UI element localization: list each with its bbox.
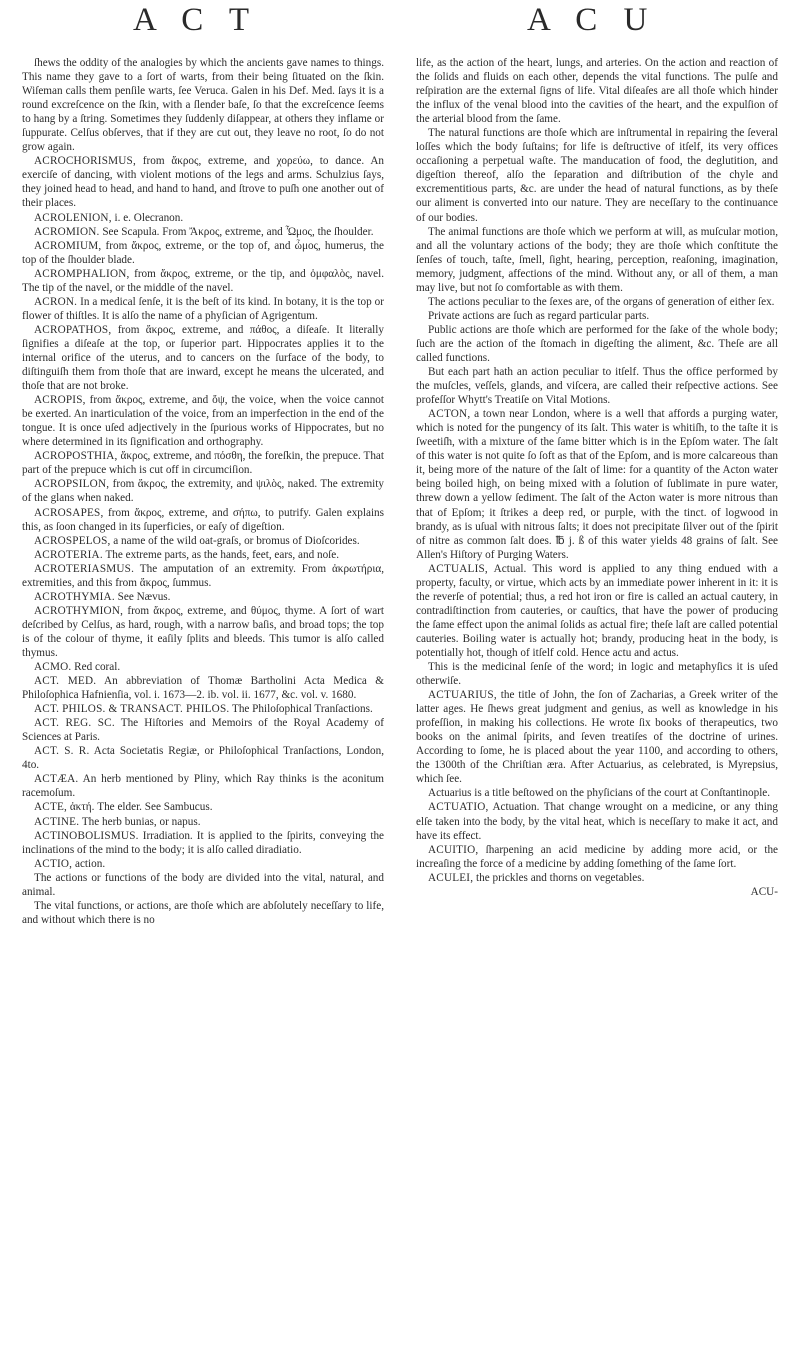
dictionary-entry [22, 295, 384, 323]
entry-text: The animal functions are thoſe which we perform at will, as muſcular motion, and all the voluntary actions of the body; they are thoſe which conſtitute the ſenſes of touch, taſte, ſmell, ſight, hearing, perception, reaſoning, imagination, memory, judgment, affections of the mind. Without any, or all of them, a man may live, but not ſo comfortable as with them. [416, 225, 778, 294]
dictionary-entry [416, 562, 778, 660]
entry-text: The Hiſtories and Memoirs of the Royal Academy of Sciences at Paris. [22, 717, 384, 744]
catchword: ACU- [750, 885, 778, 898]
entry-headword: ACRON. [34, 295, 78, 308]
entry-text: from ἄκρος, extreme, and θύμος, thyme. A ſort of wart deſcribed by Celſus, as hard, rough, with a narrow baſis, and broad tops; the top is of the colour of thyme, it eaſily ſplits and bleeds. This tumor is alſo called thymus. [22, 604, 384, 659]
dictionary-entry [22, 225, 384, 239]
dictionary-entry [416, 660, 778, 688]
dictionary-entry [22, 590, 384, 604]
dictionary-entry [416, 309, 778, 323]
entry-text: from ἄκρος, extreme, or the top of, and ὦμος, humerus, the top of the ſhoulder blade. [22, 239, 384, 266]
entry-headword: ACT. REG. SC. [34, 717, 115, 730]
running-head [0, 0, 801, 52]
entry-text: ſhews the oddity of the analogies by which the ancients gave names to things. This name they gave to a ſort of warts, from their being ſituated on the ſkin. Wiſeman calls them penſile warts, ſee Veruca. Galen in his Def. Med. ſays it is a round excreſcence on the ſkin, with a ſlender baſe, ſo that the excreſcence ſeems to hang by a ſtring. Sometimes they ſuddenly diſappear, at others they inflame or ſuppurate. Celſus obſerves, that if they are cut out, they leave no root, ſo do not grow again. [22, 57, 384, 154]
dictionary-entry [22, 534, 384, 548]
dictionary-entry [22, 393, 384, 449]
dictionary-entry [416, 126, 778, 224]
entry-text: i. e. Olecranon. [114, 211, 184, 224]
dictionary-entry [22, 562, 384, 590]
dictionary-entry [416, 365, 778, 407]
dictionary-entry [22, 56, 384, 154]
entry-text: from ἄκρος, extreme, and ὄψ, the voice, when the voice cannot be exerted. An inarticulation of the voice, from an imperfection in the end of the tongue. It is once uſed adjectively in the ſpurious works of Hippocrates, but no where determined in its ſignification and orthography. [22, 394, 384, 449]
entry-text: life, as the action of the heart, lungs, and arteries. On the action and reaction of the ſolids and fluids on each other, depends the vital functions. The pulſe and reſpiration are the external ſigns of life. Vital diſeaſes are all thoſe which hinder the influx of the venal blood into the cavities of the heart, and the expulſion of the arterial blood from the ſame. [416, 57, 778, 126]
dictionary-entry [416, 786, 778, 800]
entry-text: Private actions are ſuch as regard particular parts. [428, 309, 650, 322]
entry-headword: ACTÆA. [34, 773, 79, 786]
dictionary-entry [22, 857, 384, 871]
right-column [416, 56, 778, 1338]
entry-text: from ἄκρος, extreme, or the tip, and ὀμφαλὸς, navel. The tip of the navel, or the middle of the navel. [22, 267, 384, 294]
left-column [22, 56, 384, 1338]
entry-headword: ACROLENION, [34, 211, 112, 224]
entry-text: See Nævus. [117, 590, 171, 603]
entry-headword: ACROPIS, [34, 394, 86, 407]
entry-text: Public actions are thoſe which are performed for the ſake of the whole body; ſuch are the action of the ſtomach in digeſting the aliment, &c. Theſe are all called functions. [416, 323, 778, 364]
entry-text: The actions or functions of the body are divided into the vital, natural, and animal. [22, 871, 384, 898]
entry-headword: ACROTERIA. [34, 548, 103, 561]
dictionary-entry [416, 871, 778, 885]
dictionary-entry [22, 506, 384, 534]
dictionary-entry [22, 548, 384, 562]
entry-text: ἄκρος, extreme, and πόσθη, the foreſkin, the prepuce. That part of the prepuce which is cut off in circumciſion. [22, 450, 384, 477]
entry-text: from ἄκρος, the extremity, and ψιλὸς, naked. The extremity of the glans when naked. [22, 478, 384, 505]
dictionary-entry [416, 56, 778, 126]
dictionary-entry [22, 702, 384, 716]
entry-text: The Philoſophical Tranſactions. [231, 703, 373, 716]
entry-text: the prickles and thorns on vegetables. [476, 871, 645, 884]
entry-text: An herb mentioned by Pliny, which Ray thinks is the aconitum racemoſum. [22, 773, 384, 800]
entry-headword: ACTUALIS, [428, 562, 488, 575]
entry-headword: ACROCHORISMUS, [34, 155, 136, 168]
entry-text: Actual. This word is applied to any thing endued with a property, faculty, or virtue, which acts by an immediate power inherent in it: it is the reverſe of potential; thus, a red hot iron or fire is called an actual cautery, in contradiſtinction from cauteries, or cauſtics, that have the power of producing the ſame effect upon the animal ſolids as actual fire; theſe laſt are called potential cauteries. Boiling water is actually hot; brandy, producing heat in the body, is potentially hot, though of itſelf cold. Hence actu and actus. [416, 562, 778, 659]
entry-headword: ACROMIUM, [34, 239, 102, 252]
entry-text: Actuarius is a title beſtowed on the phyſicians of the court at Conſtantinople. [428, 787, 771, 800]
entry-headword: ACTUATIO, [428, 801, 489, 814]
dictionary-entry [416, 688, 778, 786]
entry-text: Actuation. That change wrought on a medicine, or any thing elſe taken into the body, by the vital heat, which is neceſſary to make it act, and have its effect. [416, 801, 778, 842]
dictionary-entry [22, 899, 384, 927]
dictionary-entry [22, 449, 384, 477]
entry-headword: ACUITIO, [428, 843, 479, 856]
entry-text: from ἄκρος, extreme, and πάθος, a diſeaſe. It literally ſignifies a diſeaſe at the top, or ſuperior part. Hippocrates applies it to the internal orifice of the uterus, and to cancers on the ſurface of the body, to diſtinguiſh them from thoſe that are inward, except he means the ulcerated, and thoſe that are not broke. [22, 323, 384, 393]
dictionary-entry [22, 744, 384, 772]
dictionary-entry [22, 660, 384, 674]
entry-headword: ACROTHYMION, [34, 604, 124, 617]
dictionary-entry [22, 674, 384, 702]
entry-text: The extreme parts, as the hands, feet, ears, and noſe. [105, 548, 340, 561]
entry-text: the title of John, the ſon of Zacharias, a Greek writer of the latter ages. He ſhews great judgment and genius, as well as knowledge in his profeſſion, in making his collections. He wrote ſix books of therapeutics, two books on the animal ſpirits, and ſeven treatiſes of the doctrine of urines. According to ſome, he is placed about the year 1100, and according to others, the 1300th of the Chriſtian æra. After Actuarius, as celebrated, is Myrepsius, which ſee. [416, 689, 778, 786]
entry-headword: ACULEI, [428, 871, 474, 884]
entry-text: from ἄκρος, extreme, and χορεύω, to dance. An exerciſe of dancing, with violent motions of the legs and arms. Schulzius ſays, they joined head to head, and hand to hand, and ſtrove to puſh one another out of their places. [22, 155, 384, 210]
entry-headword: ACT. PHILOS. & TRANSACT. PHILOS. [34, 703, 230, 716]
entry-headword: ACROPATHOS, [34, 323, 112, 336]
entry-text: ἀκτή. The elder. See Sambucus. [69, 801, 213, 814]
dictionary-entry [416, 800, 778, 842]
dictionary-entry [22, 211, 384, 225]
dictionary-entry [22, 829, 384, 857]
entry-headword: ACROSAPES, [34, 506, 104, 519]
dictionary-entry [22, 604, 384, 660]
running-head-left: A C T [133, 2, 259, 38]
entry-headword: ACROTERIASMUS. [34, 562, 135, 575]
entry-headword: ACMO. [34, 661, 72, 674]
entry-text: Acta Societatis Regiæ, or Philoſophical Tranſactions, London, 4to. [22, 745, 384, 772]
entry-text: Red coral. [74, 661, 121, 674]
entry-text: action. [74, 857, 106, 870]
entry-headword: ACTE, [34, 801, 68, 814]
entry-headword: ACT. MED. [34, 675, 97, 688]
dictionary-entry [22, 800, 384, 814]
entry-headword: ACT. S. R. [34, 745, 90, 758]
entry-headword: ACTIO, [34, 857, 73, 870]
entry-text: a town near London, where is a well that affords a purging water, which is noted for the pungency of its ſalt. This water is whitiſh, to the taſte it is ſweetiſh, with a mixture of the ſame bitter which is in the Epſom water. The ſalt of this water is not quite ſo ſoft as that of the Epſom, and is more calcareous than it, being more of the nature of the ſalt of lime: for a quantity of the Acton water being boiled high, on being mixed with a ſolution of ſublimate in pure water, threw down a yellow ſediment. The ſalt of the Acton water is more nitrous than that of Epſom; it ſtrikes a deep red, or purple, with the tinct. of logwood in brandy, as is uſual with nitrous ſalts; it does not precipitate ſilver out of the ſpirit of nitre as common ſalt does. ℔ j. ß of this water yields 48 grains of ſalt. See Allen's Hiſtory of Purging Waters. [416, 408, 778, 561]
dictionary-entry [416, 843, 778, 871]
entry-text: But each part hath an action peculiar to itſelf. Thus the office performed by the muſcles, veſſels, glands, and viſcera, are called their reſpective actions. See profeſſor Whytt's Treatiſe on Vital Motions. [416, 366, 778, 407]
entry-headword: ACROPOSTHIA, [34, 450, 118, 463]
entry-headword: ACTINE. [34, 815, 80, 828]
entry-text: This is the medicinal ſenſe of the word; in logic and metaphyſics it is uſed otherwiſe. [416, 661, 778, 688]
entry-text: from ἄκρος, extreme, and σήπω, to putrify. Galen explains this, as ſoon changed in its ſuperficies, or eaſy of digeſtion. [22, 506, 384, 533]
entry-headword: ACROTHYMIA. [34, 590, 115, 603]
entry-text: The natural functions are thoſe which are inſtrumental in repairing the ſeveral loſſes which the body ſuſtains; for life is deſtructive of itſelf, its very offices occaſioning a perpetual waſte. The manducation of food, the deglutition, and digeſtion thereof, alſo the ſeparation and diſtribution of the chyle and excrementitious parts, &c. are under the head of natural functions, as by theſe our aliment is converted into our nature. They are neceſſary to the continuance of our bodies. [416, 127, 778, 224]
dictionary-entry [22, 815, 384, 829]
entry-headword: ACROSPELOS, [34, 534, 111, 547]
dictionary-entry [416, 407, 778, 562]
entry-headword: ACTINOBOLISMUS. [34, 829, 139, 842]
dictionary-entry [22, 477, 384, 505]
entry-text: ſharpening an acid medicine by adding more acid, or the increaſing the force of a medicine by adding ſomething of the ſame ſort. [416, 843, 778, 870]
dictionary-entry [22, 716, 384, 744]
dictionary-entry [22, 871, 384, 899]
entry-text: In a medical ſenſe, it is the beſt of its kind. In botany, it is the top or flower of thiſtles. It is alſo the name of a phyſician of Agrigentum. [22, 295, 384, 322]
running-head-right: A C U [527, 2, 657, 38]
entry-headword: ACROMPHALION, [34, 267, 130, 280]
entry-text: See Scapula. From Ἄκρος, extreme, and Ὦμος, the ſhoulder. [102, 225, 374, 238]
entry-text: The vital functions, or actions, are thoſe which are abſolutely neceſſary to life, and without which there is no [22, 899, 384, 926]
dictionary-entry [416, 295, 778, 309]
dictionary-entry [22, 239, 384, 267]
entry-headword: ACTUARIUS, [428, 689, 497, 702]
entry-text: An abbreviation of Thomæ Bartholini Acta Medica & Philoſophica Hafnienſia, vol. i. 1673—2. ib. vol. ii. 1677, &c. vol. v. 1680. [22, 675, 384, 702]
dictionary-entry [416, 225, 778, 295]
entry-headword: ACROMION. [34, 225, 100, 238]
entry-headword: ACTON, [428, 408, 471, 421]
dictionary-entry [22, 323, 384, 393]
entry-text: a name of the wild oat-graſs, or bromus of Dioſcorides. [113, 534, 360, 547]
dictionary-entry [22, 772, 384, 800]
entry-text: The herb bunias, or napus. [81, 815, 201, 828]
entry-headword: ACROPSILON, [34, 478, 110, 491]
entry-text: The actions peculiar to the ſexes are, of the organs of generation of either ſex. [428, 295, 775, 308]
dictionary-entry [22, 154, 384, 210]
entry-text: The amputation of an extremity. From ἀκρωτήρια, extremities, and this from ἄκρος, ſummus. [22, 562, 384, 589]
dictionary-entry [416, 323, 778, 365]
dictionary-entry [22, 267, 384, 295]
entry-text: Irradiation. It is applied to the ſpirits, conveying the inclinations of the mind to the body; it is alſo called diradiatio. [22, 829, 384, 856]
